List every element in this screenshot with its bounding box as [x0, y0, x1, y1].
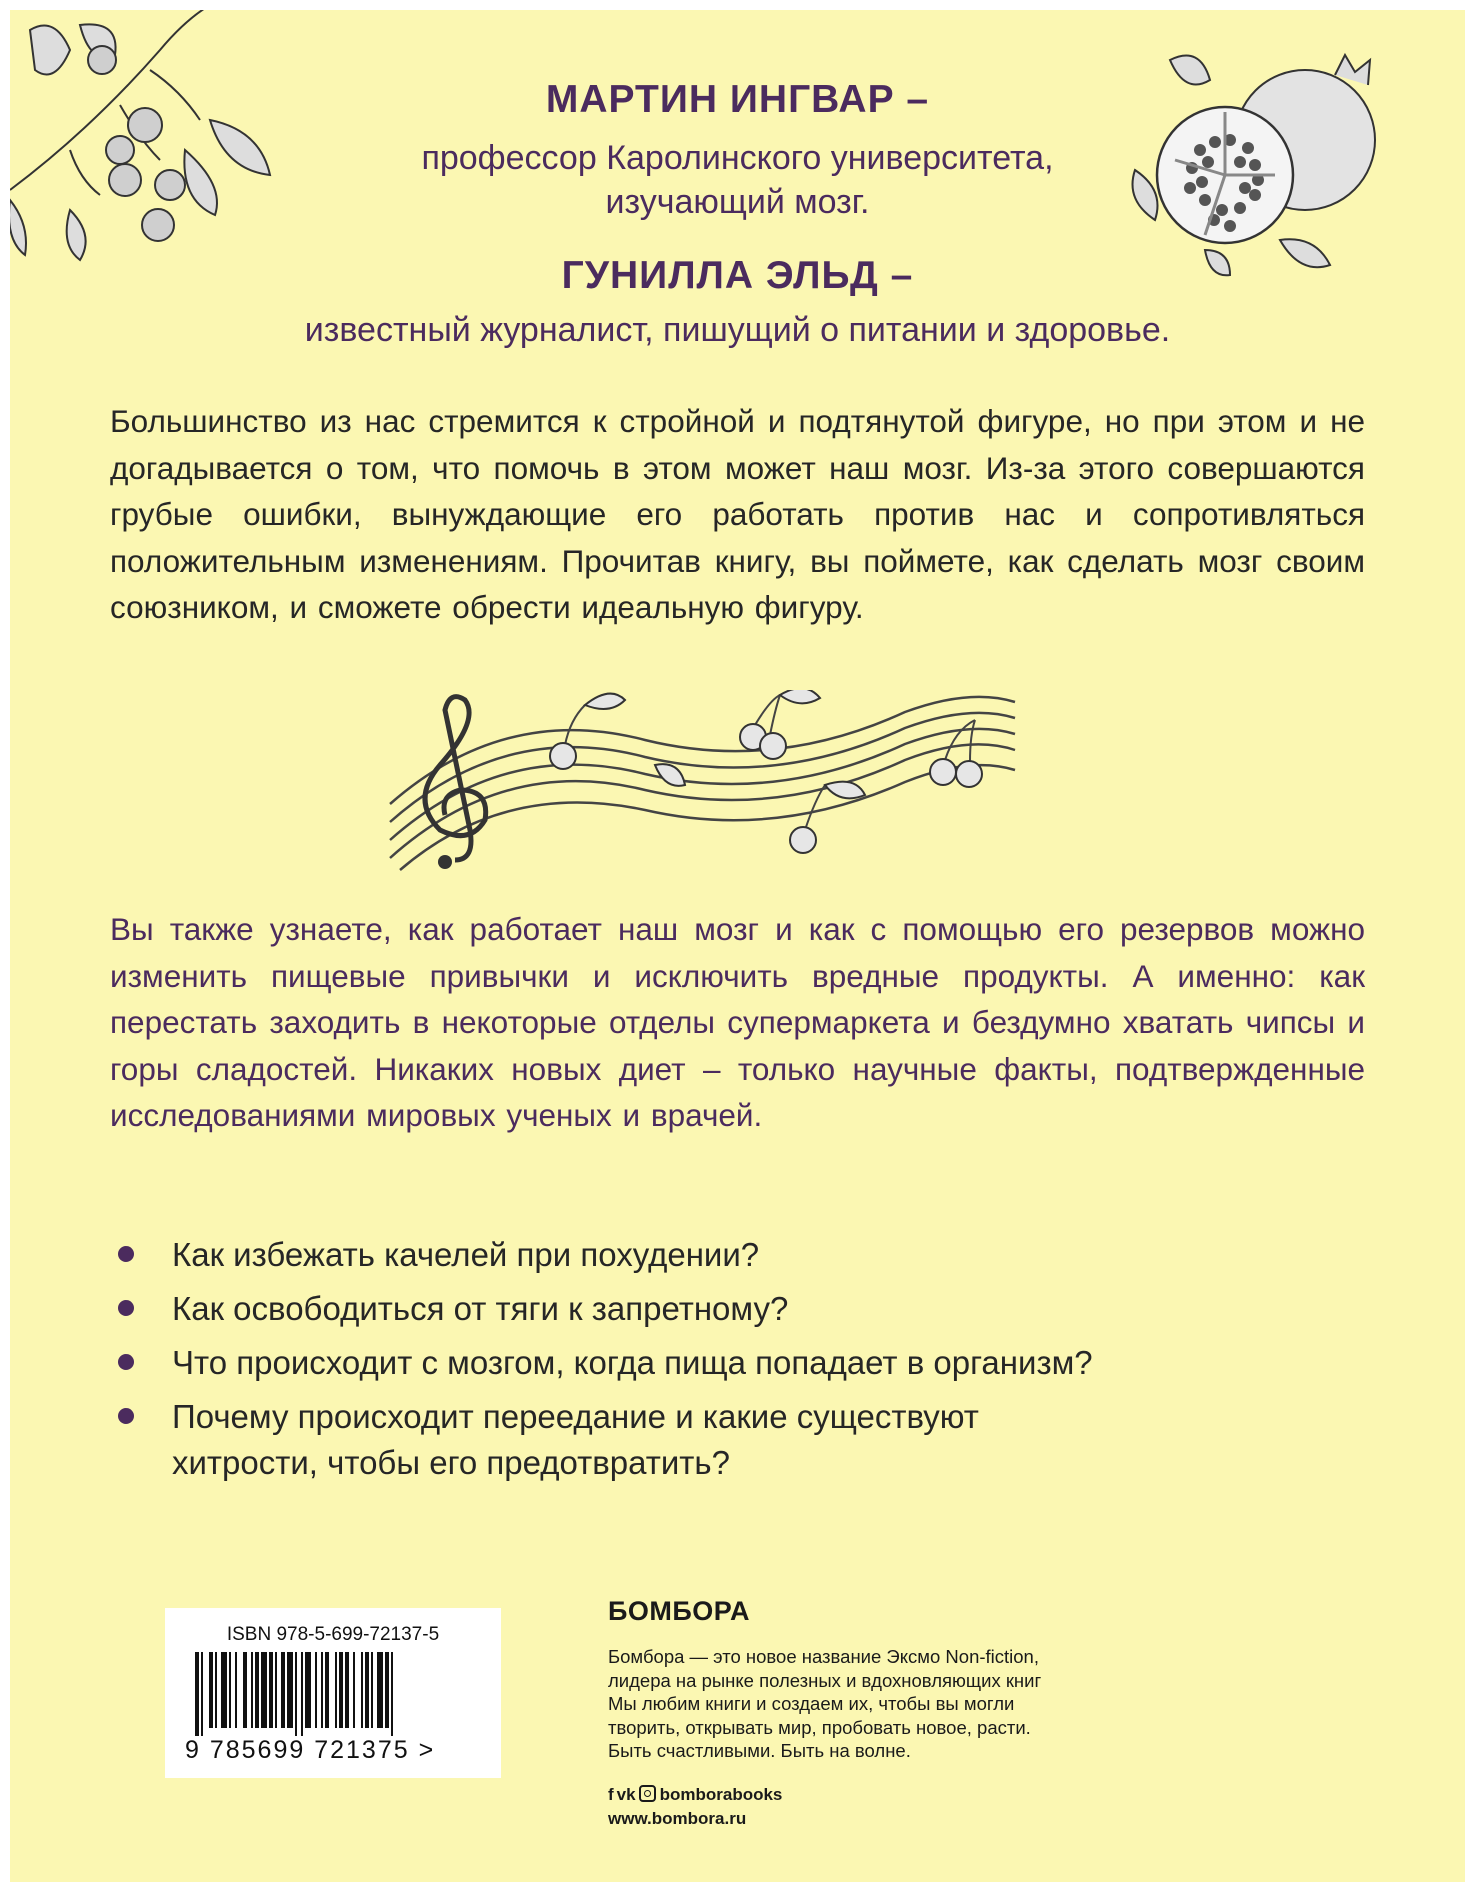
barcode-panel [165, 1608, 501, 1778]
barcode-bar [391, 1652, 393, 1736]
barcode-bar [209, 1652, 213, 1728]
barcode-bar [335, 1652, 337, 1728]
barcode-bar [371, 1652, 373, 1728]
list-item: Как избежать качелей при похудении? [110, 1232, 1360, 1278]
barcode-bar [195, 1652, 199, 1736]
barcode-bar [353, 1652, 355, 1728]
author-name-2: ГУНИЛЛА ЭЛЬД – [561, 254, 914, 297]
publisher-block [608, 1596, 1041, 1831]
publisher-logo: БОМБОРА [608, 1596, 750, 1626]
barcode-bar [315, 1652, 317, 1728]
barcode-bar [339, 1652, 343, 1728]
bullet-dot-icon [118, 1354, 134, 1370]
publisher-text-line: Быть счастливыми. Быть на волне. [608, 1740, 911, 1761]
bullet-dot-icon [118, 1408, 134, 1424]
barcode-bar [201, 1652, 203, 1736]
barcode-bar [365, 1652, 369, 1728]
author-description-1-line-2: изучающий мозг. [605, 183, 870, 221]
list-item: Что происходит с мозгом, когда пища попадает в организм? [110, 1340, 1360, 1386]
barcode-digits: 9 785699 721375 > [185, 1736, 436, 1764]
barcode-bar [377, 1652, 383, 1728]
website-link[interactable]: www.bombora.ru [608, 1808, 747, 1828]
barcode-bar [295, 1652, 297, 1736]
barcode-bar [229, 1652, 231, 1728]
barcode-bar [321, 1652, 323, 1728]
social-links [608, 1783, 1041, 1831]
social-handle[interactable]: bomborabooks [659, 1784, 783, 1804]
barcode-bar [361, 1652, 363, 1728]
author-description-1-line-1: профессор Каролинского университета, [421, 139, 1054, 177]
bullet-dot-icon [118, 1300, 134, 1316]
question-list [110, 1232, 1360, 1494]
barcode-bar [261, 1652, 267, 1728]
instagram-icon[interactable] [639, 1785, 656, 1802]
book-back-cover [10, 10, 1465, 1882]
barcode-bar [345, 1652, 349, 1728]
list-item: Почему происходит переедание и какие существуют хитрости, чтобы его предотвратить? [110, 1394, 1360, 1486]
publisher-text-line: Мы любим книги и создаем их, чтобы вы могли [608, 1693, 1015, 1714]
isbn-number: ISBN 978-5-699-72137-5 [226, 1624, 440, 1645]
description-paragraph-1: Большинство из нас стремится к стройной и подтянутой фигуре, но при этом и не догадывается о том, что помочь в этом может наш мозг. Из-за этого совершаются грубые ошибки, вынуждающие его работать против нас и сопротивляться положительным изменениям. Прочитав книгу, вы поймете, как сделать мозг своим союзником, и сможете обрести идеальную фигуру. [110, 403, 1365, 625]
barcode-bar [325, 1652, 329, 1728]
barcode-bar [255, 1652, 259, 1728]
facebook-icon[interactable]: f [608, 1784, 614, 1804]
barcode-bar [275, 1652, 277, 1728]
barcode-bar [243, 1652, 247, 1728]
bullet-dot-icon [118, 1246, 134, 1262]
barcode-bar [287, 1652, 293, 1728]
barcode-bar [281, 1652, 285, 1728]
list-item: Как освободиться от тяги к запретному? [110, 1286, 1360, 1332]
barcode-bar [215, 1652, 217, 1728]
publisher-text-line: Бомбора — это новое название Эксмо Non-fiction, [608, 1646, 1039, 1667]
barcode-bar [301, 1652, 303, 1736]
barcode-bar [221, 1652, 227, 1728]
barcode-bar [305, 1652, 311, 1728]
publisher-description [608, 1645, 1041, 1763]
barcode-bar [269, 1652, 273, 1728]
barcode-bar [251, 1652, 253, 1728]
barcode-bars [195, 1652, 471, 1736]
author-description-2-line-1: известный журналист, пишущий о питании и здоровье. [304, 311, 1171, 349]
description-paragraph-2: Вы также узнаете, как работает наш мозг и как с помощью его резервов можно изменить пищевые привычки и исключить вредные продукты. А именно: как перестать заходить в некоторые отделы супермаркета и бездумно хватать чипсы и горы сладостей. Никаких новых диет – только научные факты, подтвержденные исследованиями мировых ученых и врачей. [110, 911, 1365, 1133]
barcode-bar [385, 1652, 389, 1728]
music-staff-cherries-illustration [385, 690, 1025, 890]
barcode-bar [235, 1652, 237, 1728]
publisher-text-line: творить, открывать мир, пробовать новое, расти. [608, 1716, 1031, 1738]
publisher-text-line: лидера на рынке полезных и вдохновляющих книг [608, 1669, 1042, 1691]
author-name-1: МАРТИН ИНГВАР – [545, 78, 930, 121]
vk-icon[interactable]: vk [616, 1784, 636, 1804]
